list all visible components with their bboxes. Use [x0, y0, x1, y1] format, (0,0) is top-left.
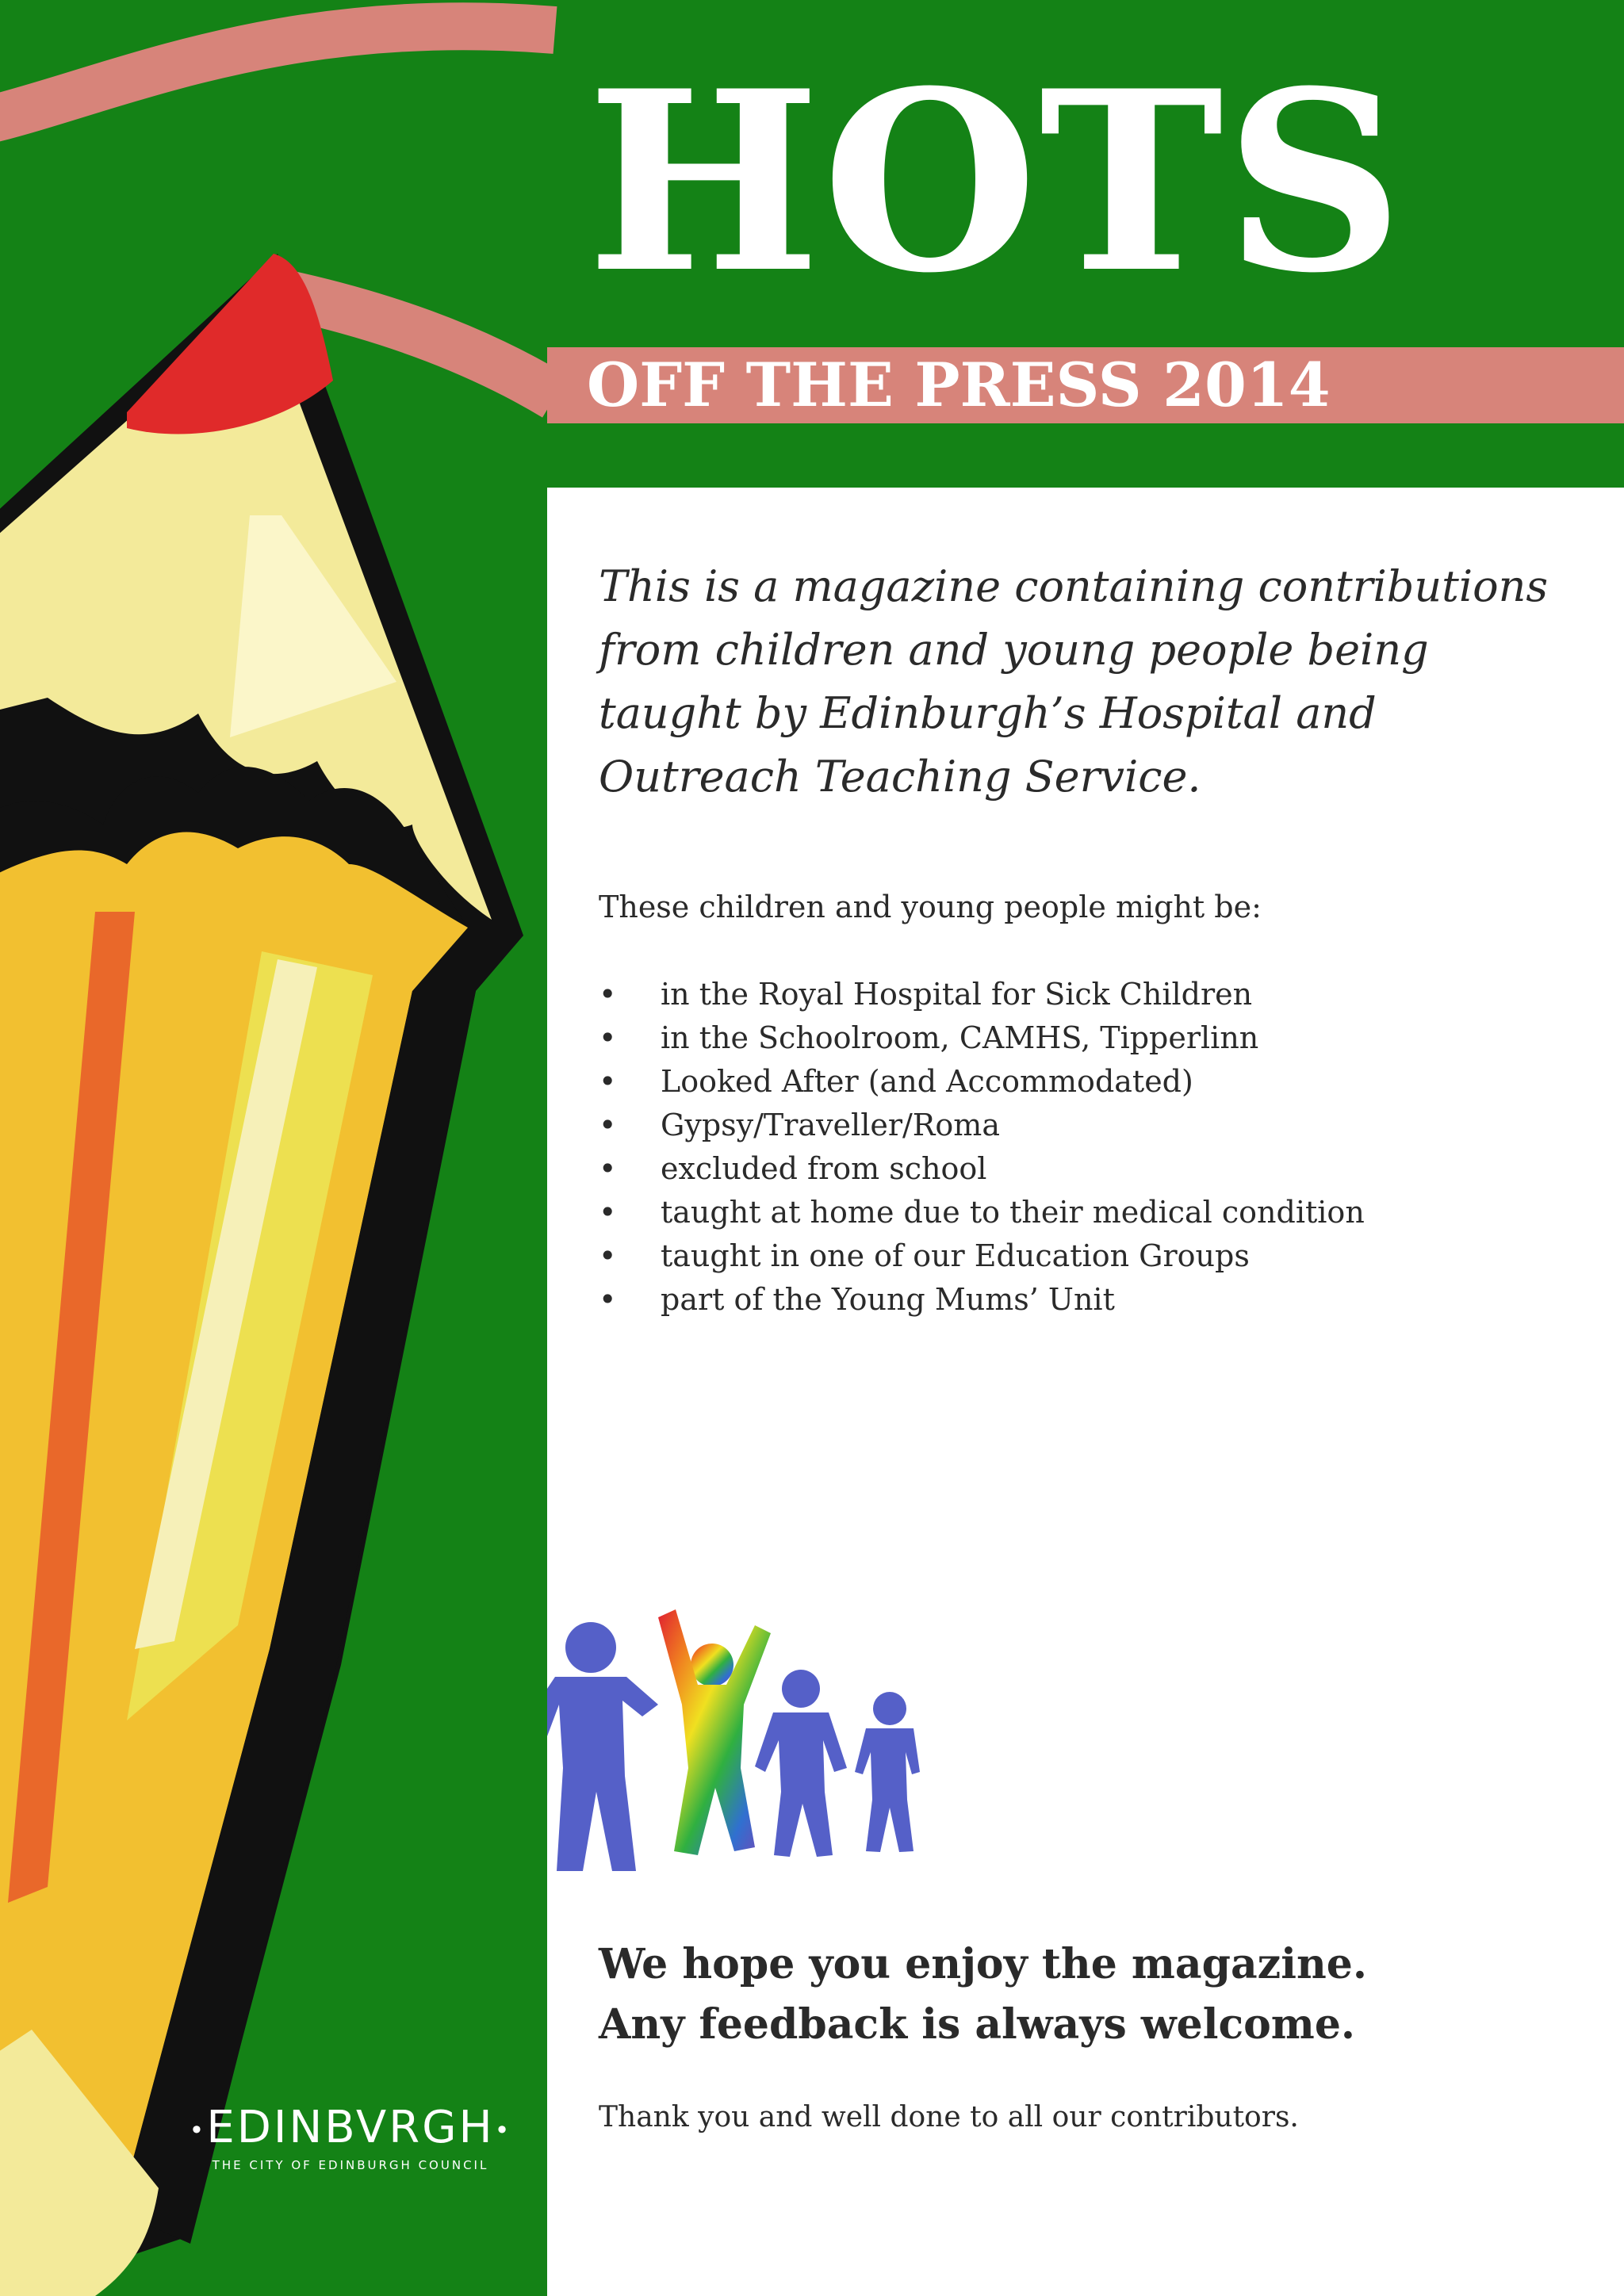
- groups-heading: These children and young people might be:: [599, 890, 1262, 924]
- list-item: • in the Royal Hospital for Sick Children: [599, 973, 1365, 1016]
- magazine-title: HOTS: [587, 36, 1406, 327]
- logo-tagline: THE CITY OF EDINBURGH COUNCIL: [212, 2157, 489, 2172]
- logo-wordmark: EDINBVRGH: [206, 2102, 495, 2153]
- closing-line-1: We hope you enjoy the magazine.: [599, 1940, 1367, 1988]
- thanks-text: Thank you and well done to all our contributors.: [599, 2101, 1299, 2133]
- edinburgh-council-logo: [176, 2103, 525, 2173]
- list-item: • taught in one of our Education Groups: [599, 1234, 1365, 1278]
- logo-dot-icon: •: [494, 2114, 512, 2145]
- magazine-subtitle: OFF THE PRESS 2014: [587, 350, 1331, 420]
- list-item: • excluded from school: [599, 1147, 1365, 1191]
- list-item: • taught at home due to their medical condition: [599, 1191, 1365, 1234]
- closing-line-2: Any feedback is always welcome.: [599, 2000, 1356, 2049]
- closing-message: [599, 1934, 1367, 2055]
- logo-dot-icon: •: [189, 2114, 207, 2145]
- list-item: • in the Schoolroom, CAMHS, Tipperlinn: [599, 1016, 1365, 1060]
- list-item: • Looked After (and Accommodated): [599, 1060, 1365, 1104]
- intro-text: This is a magazine containing contributions from children and young people being taught by Edinburgh’s Hospital and Outreach Teaching Service.: [599, 561, 1549, 802]
- list-item: • part of the Young Mums’ Unit: [599, 1278, 1365, 1322]
- groups-list: [599, 973, 1365, 1322]
- list-item: • Gypsy/Traveller/Roma: [599, 1104, 1365, 1147]
- paper-people-chain-illustration: [547, 1609, 920, 1891]
